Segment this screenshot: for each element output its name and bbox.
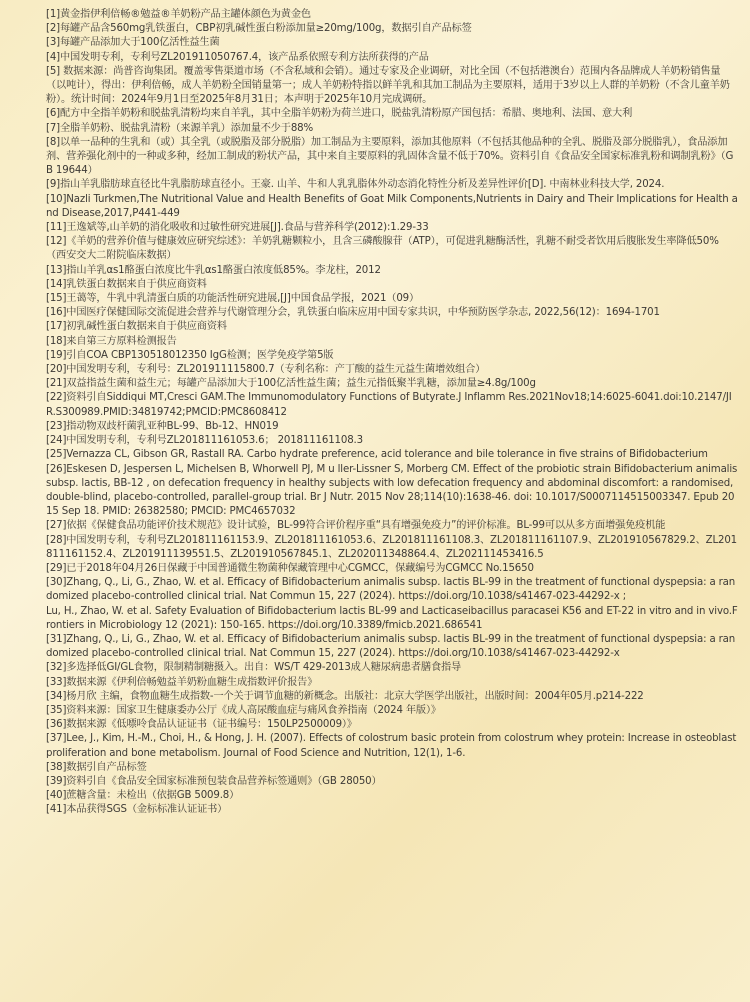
footnote-22: [22]资料引自Siddiqui MT,Cresci GAM.The Immunomodulatory Functions of Butyrate.J Inflamm Res.2021Nov18;14:6025-6041.doi:10.2147/JIR.S300989.PMID:34819742;PMCID:PMC8608412 [46,392,732,418]
footnote-35: [35]资料来源：国家卫生健康委办公厅《成人高尿酸血症与痛风食养指南（2024 年版）》 [46,704,441,716]
footnote-10: [10]Nazli Turkmen,The Nutritional Value and Health Benefits of Goat Milk Components,Nutrients in Dairy and Their Implications for Health and Disease,2017,P441-449 [46,193,738,219]
footnote-14: [14]乳铁蛋白数据来自于供应商资料 [46,278,207,290]
footnote-12: [12]《羊奶的营养价值与健康效应研究综述》：羊奶乳糖颗粒小，且含三磷酸腺苷（ATP），可促进乳糖酶活性，乳糖不耐受者饮用后腹胀发生率降低50%（西安交大二附院临床数据） [46,236,719,262]
footnote-4: [4]中国发明专利，专利号ZL201911050767.4，该产品系依照专利方法所获得的产品 [46,51,429,63]
footnote-32: [32]多选择低GI/GL食物，限制精制糖摄入。出自：WS/T 429-2013成人糖尿病患者膳食指导 [46,662,462,674]
footnote-36: [36]数据来源《低嘌呤食品认证证书（证书编号：150LP2500009）》 [46,719,357,731]
footnote-9: [9]指山羊乳脂肪球直径比牛乳脂肪球直径小。王豪. 山羊、牛和人乳乳脂体外动态消化特性分析及差异性评价[D]. 中南林业科技大学, 2024. [46,179,665,191]
footnote-15: [15]王蔼等，牛乳中乳清蛋白质的功能活性研究进展,[J]中国食品学报，2021（09） [46,293,420,305]
footnote-13: [13]指山羊乳αs1酪蛋白浓度比牛乳αs1酪蛋白浓度低85%。李龙柱，2012 [46,264,381,276]
footnote-7: [7]全脂羊奶粉、脱盐乳清粉（来源羊乳）添加量不少于88% [46,122,314,134]
footnote-34: [34]杨月欣 主编，食物血糖生成指数-一个关于调节血糖的新概念。出版社：北京大学医学出版社，出版时间：2004年05月.p214-222 [46,690,644,702]
footnote-30: [30]Zhang, Q., Li, G., Zhao, W. et al. Efficacy of Bifidobacterium animalis subsp. lactis BL-99 in the treatment of functional dyspepsia: a randomized placebo-controlled clinical trial. Nat Commun 15, 227 (2024). https://doi.org/10.1038/s41467-023-44292-x ; [46,577,736,603]
footnote-40: [40]蔗糖含量：未检出（依据GB 5009.8） [46,790,240,802]
footnote-39: [39]资料引自《食品安全国家标准预包装食品营养标签通则》（GB 28050） [46,775,382,787]
footnote-29: [29]已于2018年04月26日保藏于中国普通微生物菌种保藏管理中心CGMCC，保藏编号为CGMCC No.15650 [46,562,534,574]
footnote-41: [41]本品获得SGS（金标标准认证证书） [46,804,228,816]
footnote-20: [20]中国发明专利，专利号：ZL201911115800.7（专利名称：产丁酸的益生元益生菌增效组合） [46,364,486,376]
footnote-23: [23]指动物双歧杆菌乳亚种BL-99、Bb-12、HN019 [46,420,279,432]
footnote-38: [38]数据引自产品标签 [46,761,147,773]
footnote-27: [27]依据《保健食品功能评价技术规范》设计试验，BL-99符合评价程序重“具有增强免疫力”的评价标准。BL-99可以从多方面增强免疫机能 [46,520,666,532]
footnote-1: [1]黄金指伊利倍畅®勉益®羊奶粉产品主罐体颜色为黄金色 [46,9,311,20]
footnote-26: [26]Eskesen D, Jespersen L, Michelsen B, Whorwell PJ, M u ller-Lissner S, Morberg CM. Effect of the probiotic strain Bifidobacterium animalis subsp. lactis, BB-12 , on defecation frequency in healthy subjects with low defecation frequency and abdominal discomfort: a randomised, double-blind, placebo-controlled, parallel-group trial. Br J Nutr. 2015 Nov 28;114(10):1638-46. doi: 10.1017/S0007114515003347. Epub 2015 Sep 18. PMID: 26382580; PMCID: PMC4657032 [46,463,738,518]
footnote-37: [37]Lee, J., Kim, H.-M., Choi, H., & Hong, J. H. (2007). Effects of colostrum basic protein from colostrum whey protein: Increase in osteoblast proliferation and bone metabolism. Journal of Food Science and Nutrition, 12(1), 1-6. [46,733,737,759]
footnote-5: [5] 数据来源：尚普咨询集团。覆盖零售渠道市场（不含私域和会销）。通过专家及企业调研，对比全国（不包括港澳台）范围内各品牌成人羊奶粉销售量（以吨计），得出：伊利倍畅，成人羊奶粉全国销量第一；成人羊奶粉特指以鲜羊乳和其加工制品为主要原料，适用于3岁以上人群的羊奶粉（不含儿童羊奶粉）。统计时间：2024年9月1日至2025年8月31日；本声明于2025年10月完成调研。 [46,65,730,106]
footnote-11: [11]王逸斌等,山羊奶的消化吸收和过敏性研究进展[J].食品与营养科学(2012):1.29-33 [46,222,429,234]
footnote-3: [3]每罐产品添加大于100亿活性益生菌 [46,37,220,49]
footnote-31: [31]Zhang, Q., Li, G., Zhao, W. et al. Efficacy of Bifidobacterium animalis subsp. lactis BL-99 in the treatment of functional dyspepsia: a randomized placebo-controlled clinical trial. Nat Commun 15, 227 (2024). https://doi.org/10.1038/s41467-023-44292-x [46,633,736,660]
footnote-25: [25]Vernazza CL, Gibson GR, Rastall RA. Carbo hydrate preference, acid tolerance and bile tolerance in five strains of Bifidobacterium [46,449,708,461]
footnote-16: [16]中国医疗保健国际交流促进会营养与代谢管理分会，乳铁蛋白临床应用中国专家共识，中华预防医学杂志, 2022,56(12)：1694-1701 [46,307,660,319]
footnote-2: [2]每罐产品含560mg乳铁蛋白，CBP初乳碱性蛋白粉添加量≥20mg/100g，数据引自产品标签 [46,23,472,35]
footnote-17: [17]初乳碱性蛋白数据来自于供应商资料 [46,321,227,333]
footnote-30-continued: Lu, H., Zhao, W. et al. Safety Evaluation of Bifidobacterium lactis BL-99 and Lacticaseibacillus paracasei K56 and ET-22 in vitro and in vivo.Frontiers in Microbiology 12 (2021): 150-165. https://doi.org/10.3389/fmicb.2021.686541 [46,605,738,631]
footnote-6: [6]配方中全指羊奶粉和脱盐乳清粉均来自羊乳，其中全脂羊奶粉为荷兰进口，脱盐乳清粉原产国包括：希腊、奥地利、法国、意大利 [46,108,633,120]
footnote-19: [19]引自COA CBP130518012350 IgG检测；医学免疫学第5版 [46,349,334,361]
footnote-24: [24]中国发明专利，专利号ZL201811161053.6； 201811161108.3 [46,435,363,447]
footnote-28: [28]中国发明专利，专利号ZL201811161153.9、ZL201811161053.6、ZL201811161108.3、ZL201811161107.9、ZL201910567829.2、ZL201811161152.4、ZL201911139551.5、ZL201910567845.1、ZL202011348864.4、ZL202111453416.5 [46,534,737,560]
footnote-33: [33]数据来源《伊利倍畅勉益羊奶粉血糖生成指数评价报告》 [46,676,318,688]
footnote-21: [21]双益指益生菌和益生元；每罐产品添加大于100亿活性益生菌；益生元指低聚半乳糖，添加量≥4.8g/100g [46,378,536,390]
footnote-18: [18]来自第三方原料检测报告 [46,335,177,347]
footnotes-list [46,8,738,818]
footnote-8: [8]以单一品种的生乳和（或）其全乳（或脱脂及部分脱脂）加工制品为主要原料，添加其他原料（不包括其他品种的全乳、脱脂及部分脱脂乳），食品添加剂、营养强化剂中的一种或多种，经加工制成的粉状产品，其中来自主要原料的乳固体含量不低于70%。资料引自《食品安全国家标准乳粉和调制乳粉》（GB 19644） [46,136,734,177]
